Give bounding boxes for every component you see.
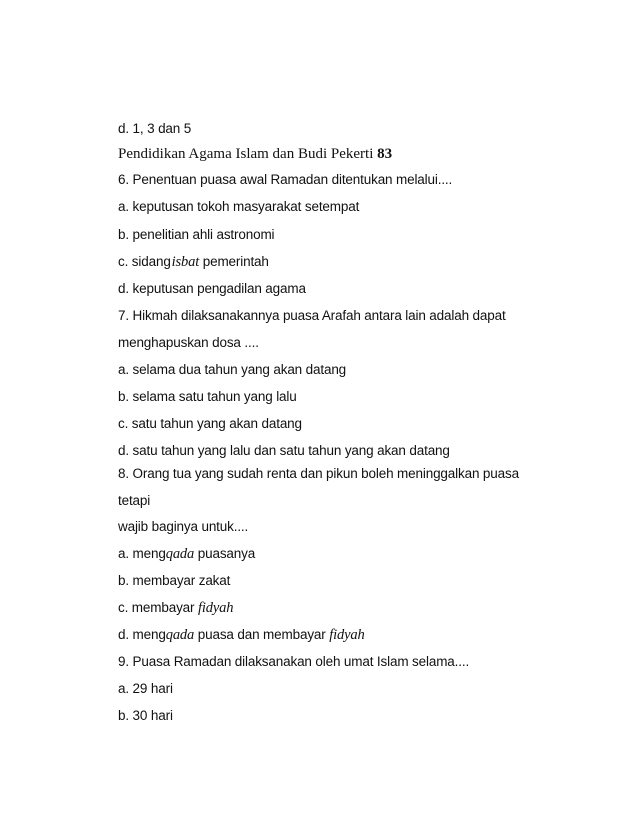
question-7-continued: menghapuskan dosa ....	[118, 335, 259, 350]
term-fidyah: fidyah	[329, 627, 365, 643]
option-a-prefix: a. meng	[118, 546, 166, 561]
page-number: 83	[377, 146, 393, 162]
page-header-title: Pendidikan Agama Islam dan Budi Pekerti	[118, 146, 374, 162]
question-8-option-b: b. membayar zakat	[118, 573, 231, 588]
question-7-option-d: d. satu tahun yang lalu dan satu tahun yang akan datang	[118, 443, 450, 458]
question-9-option-a: a. 29 hari	[118, 681, 173, 696]
question-8-continued: tetapi	[118, 493, 151, 508]
question-8: 8. Orang tua yang sudah renta dan pikun boleh meninggalkan puasa	[118, 466, 519, 481]
question-7-option-a: a. selama dua tahun yang akan datang	[118, 362, 347, 377]
term-fidyah: fidyah	[197, 600, 234, 616]
question-7: 7. Hikmah dilaksanakannya puasa Arafah antara lain adalah dapat	[118, 308, 506, 323]
question-8-option-c	[118, 600, 233, 616]
question-8-option-a	[118, 546, 255, 562]
question-8-continued-2: wajib baginya untuk....	[118, 519, 249, 534]
question-7-option-b: b. selama satu tahun yang lalu	[118, 389, 297, 404]
question-6-option-b: b. penelitian ahli astronomi	[118, 227, 275, 242]
answer-option-d-prev: d. 1, 3 dan 5	[118, 121, 192, 136]
question-6: 6. Penentuan puasa awal Ramadan ditentukan melalui....	[118, 172, 453, 187]
question-6-option-a: a. keputusan tokoh masyarakat setempat	[118, 199, 360, 214]
question-7-option-c: c. satu tahun yang akan datang	[118, 416, 302, 431]
option-a-suffix: puasanya	[197, 546, 256, 561]
option-c-prefix: c. membayar	[118, 600, 195, 615]
option-c-suffix: pemerintah	[202, 254, 269, 269]
question-9-option-b: b. 30 hari	[118, 708, 173, 723]
option-d-middle: puasa dan membayar	[197, 627, 326, 642]
term-qada: qada	[165, 627, 195, 643]
page-header	[118, 146, 392, 162]
term-isbat: isbat	[171, 254, 200, 270]
question-6-option-d: d. keputusan pengadilan agama	[118, 281, 306, 296]
question-8-option-d	[118, 627, 365, 643]
question-9: 9. Puasa Ramadan dilaksanakan oleh umat Islam selama....	[118, 654, 470, 669]
option-d-prefix: d. meng	[118, 627, 166, 642]
term-qada: qada	[165, 546, 195, 562]
question-6-option-c	[118, 254, 269, 270]
option-c-prefix: c. sidang	[118, 254, 171, 269]
